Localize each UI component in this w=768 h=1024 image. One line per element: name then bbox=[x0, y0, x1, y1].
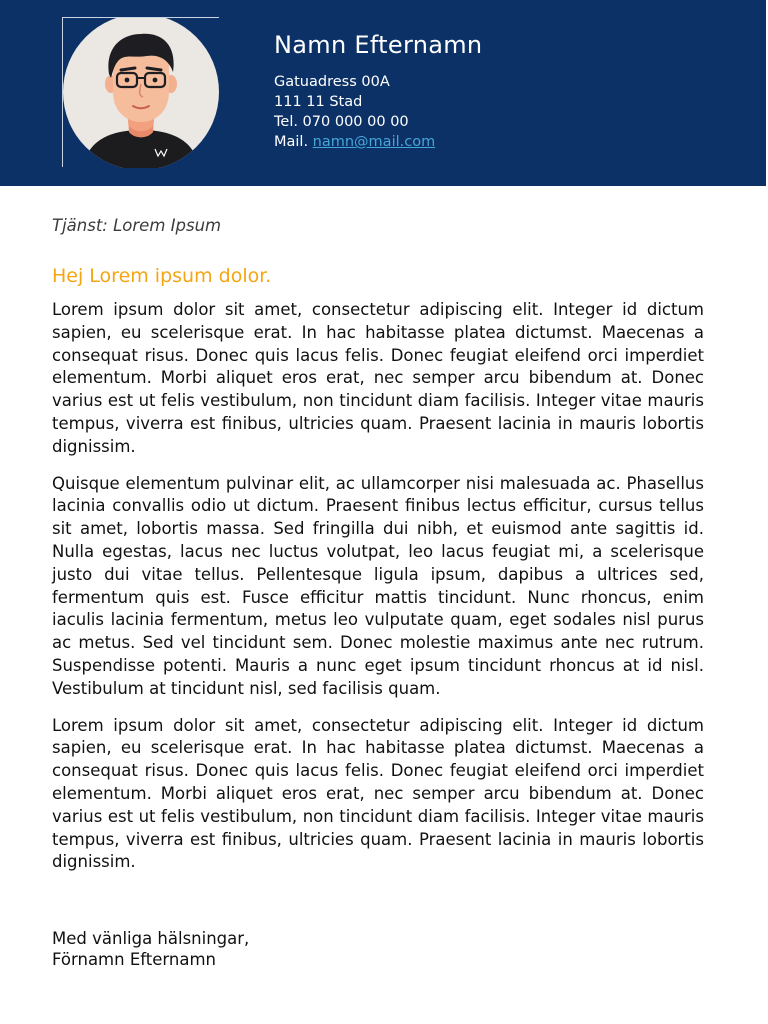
street-address: Gatuadress 00A bbox=[274, 74, 390, 90]
avatar-icon bbox=[63, 18, 220, 168]
paragraph: Lorem ipsum dolor sit amet, consectetur adipiscing elit. Integer id dictum sapien, eu scelerisque erat. In hac habitasse platea dictumst. Maecenas a consequat risus. Donec quis lacus felis. Donec feugiat eleifend orci imperdiet elementum. Morbi aliquet eros erat, nec semper arcu bibendum at. Donec varius est ut felis vestibulum, non tincidunt diam facilisis. Integer vitae mauris tempus, viverra est finibus, ultricies quam. Praesent lacinia in mauris lobortis dignissim. bbox=[52, 300, 704, 456]
postal-city: 111 11 Stad bbox=[274, 94, 363, 110]
service-line: Tjänst: Lorem Ipsum bbox=[52, 216, 222, 235]
mail-line bbox=[274, 132, 435, 152]
applicant-name: Namn Efternamn bbox=[274, 31, 483, 59]
letter-body bbox=[52, 299, 704, 888]
letter-header bbox=[0, 0, 766, 186]
email-link[interactable]: namn@mail.com bbox=[312, 134, 436, 150]
contact-block bbox=[274, 72, 435, 152]
signature-name: Förnamn Efternamn bbox=[52, 950, 216, 969]
sign-off bbox=[52, 928, 452, 974]
paragraph: Lorem ipsum dolor sit amet, consectetur adipiscing elit. Integer id dictum sapien, eu scelerisque erat. In hac habitasse platea dictumst. Maecenas a consequat risus. Donec quis lacus felis. Donec feugiat eleifend orci imperdiet elementum. Morbi aliquet eros erat, nec semper arcu bibendum at. Donec varius est ut felis vestibulum, non tincidunt diam facilisis. Integer vitae mauris tempus, viverra est finibus, ultricies quam. Praesent lacinia in mauris lobortis dignissim. bbox=[52, 715, 704, 872]
closing-phrase: Med vänliga hälsningar, bbox=[52, 929, 250, 948]
greeting: Hej Lorem ipsum dolor. bbox=[52, 265, 272, 287]
phone-number: Tel. 070 000 00 00 bbox=[274, 114, 409, 130]
mail-label: Mail. bbox=[274, 134, 309, 150]
paragraph: Quisque elementum pulvinar elit, ac ullamcorper nisi malesuada ac. Phasellus lacinia convallis odio ut dictum. Praesent finibus lectus efficitur, cursus tellus sit amet, lobortis massa. Sed fringilla dui nibh, et euismod ante sagittis id. Nulla egestas, lacus nec luctus volutpat, leo lacus feugiat mi, a scelerisque justo dui vitae tellus. Pellentesque ligula ipsum, dapibus a ultrices sed, fermentum quis est. Fusce efficitur mattis tincidunt. Nunc rhoncus, enim iaculis lacinia fermentum, metus leo vulputate quam, eget sodales nisl purus ac metus. Sed vel tincidunt sem. Donec molestie maximus ante nec rutrum. Suspendisse potenti. Mauris a nunc eget ipsum tincidunt rhoncus at id nisl. Vestibulum at tincidunt nisl, sed facilisis quam. bbox=[52, 473, 704, 698]
